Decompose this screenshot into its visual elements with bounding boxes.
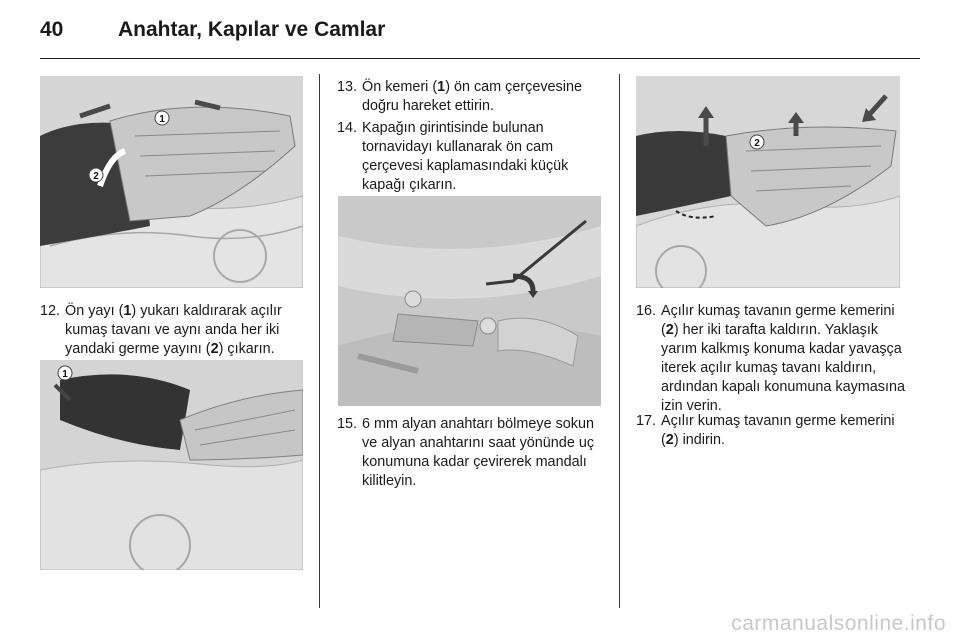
step-12	[40, 302, 305, 362]
step-text: Ön yayı (1) yukarı kaldırarak açılır kumaş tavanı ve aynı anda her iki yandaki germe yayını (2) çıkarın.	[65, 303, 282, 357]
step-15	[337, 415, 607, 493]
step-14	[337, 119, 607, 197]
step-text: Açılır kumaş tavanın germe kemerini (2) indirin.	[661, 413, 895, 448]
column-divider-right	[619, 74, 620, 608]
step-16	[636, 302, 906, 414]
step-text: Kapağın girintisinde bulunan tornavidayı kullanarak ön cam çerçevesi kaplamasındaki küçük kapağı çıkarın.	[362, 120, 569, 193]
ref-2: 2	[665, 322, 674, 338]
step-number: 14.	[337, 120, 358, 136]
callout-1: 1	[159, 114, 165, 125]
step-text: Ön kemeri (1) ön cam çerçevesine doğru hareket ettirin.	[362, 79, 582, 114]
step-text: Açılır kumaş tavanın germe kemerini (2) her iki tarafta kaldırın. Yaklaşık yarım kalkmış konuma kadar yavaşça iterek açılır kumaş tavanı kaldırın, ardından kapalı konumuna kaymasına izin verin.	[661, 303, 905, 414]
page-number: 40	[40, 18, 64, 41]
illustration-roof-front-bow	[40, 76, 303, 288]
ref-1: 1	[437, 79, 446, 95]
illustration-roof-half-open	[40, 360, 303, 570]
step-13	[337, 78, 607, 118]
step-number: 16.	[636, 303, 657, 319]
figure-roof-half-open	[40, 360, 303, 570]
step-number: 13.	[337, 79, 358, 95]
column-divider-left	[319, 74, 320, 608]
figure-windshield-trim	[338, 196, 601, 406]
figure-roof-front-bow	[40, 76, 303, 288]
step-number: 12.	[40, 303, 61, 319]
ref-2: 2	[665, 432, 674, 448]
step-number: 17.	[636, 413, 657, 429]
ref-1: 1	[123, 303, 132, 319]
figure-tension-bow	[636, 76, 900, 288]
callout-1: 1	[62, 369, 68, 380]
page-title: Anahtar, Kapılar ve Camlar	[118, 18, 386, 41]
watermark: carmanualsonline.info	[731, 612, 946, 635]
callout-2: 2	[93, 171, 99, 182]
step-number: 15.	[337, 416, 358, 432]
callout-2: 2	[754, 138, 760, 149]
illustration-windshield-trim	[338, 196, 601, 406]
step-text: 6 mm alyan anahtarı bölmeye sokun ve alyan anahtarını saat yönünde uç konumuna kadar çevirerek mandalı kilitleyin.	[362, 416, 595, 489]
step-17	[636, 412, 906, 452]
page-header	[40, 14, 920, 59]
ref-2: 2	[210, 341, 219, 357]
illustration-tension-bow	[636, 76, 900, 288]
